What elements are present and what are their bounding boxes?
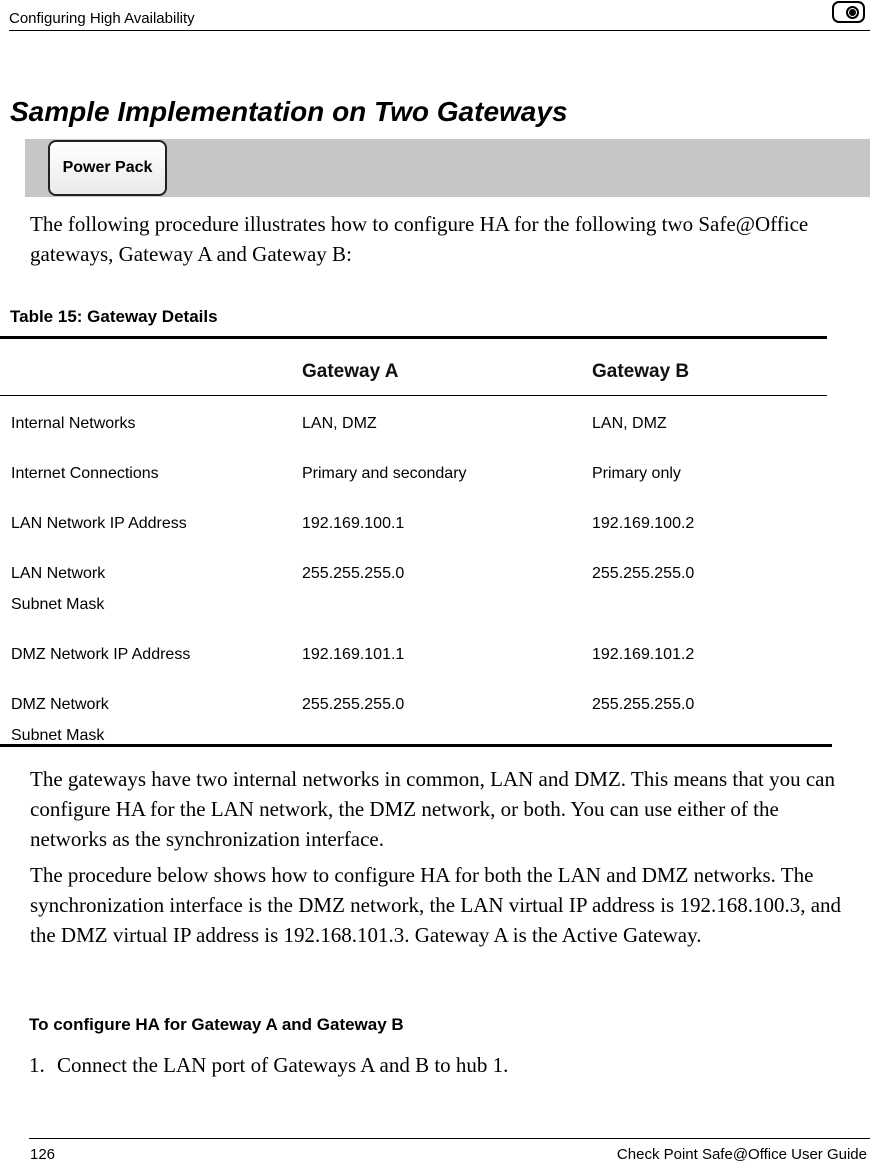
table-row-label-line2: Subnet Mask xyxy=(11,727,105,744)
table-row-label: LAN Network IP Address xyxy=(11,515,187,532)
table-row-label-line2: Subnet Mask xyxy=(11,596,105,613)
procedure-step xyxy=(29,1050,508,1080)
table-cell-gateway-b: 255.255.255.0 xyxy=(592,565,695,582)
table-bottom-rule xyxy=(0,744,832,747)
page-number: 126 xyxy=(30,1146,56,1163)
intro-paragraph: The following procedure illustrates how to configure HA for the following two Safe@Office gateways, Gateway A and Gateway B: xyxy=(30,212,809,266)
header-divider xyxy=(9,30,870,31)
table-cell-gateway-b: 255.255.255.0 xyxy=(592,696,695,713)
table-row-label: Internal Networks xyxy=(11,415,136,432)
footer-divider xyxy=(29,1138,870,1139)
column-header-gateway-a: Gateway A xyxy=(302,361,399,382)
body-paragraph: The procedure below shows how to configure HA for both the LAN and DMZ networks. The synchronization interface is the DMZ network, the LAN virtual IP address is 192.168.100.3, and the DMZ virtual IP address is 192.168.101.3. Gateway A is the Active Gateway. xyxy=(30,863,842,947)
body-paragraph: The gateways have two internal networks in common, LAN and DMZ. This means that you can configure HA for the LAN network, the DMZ network, or both. You can use either of the networks as the synchronization interface. xyxy=(30,767,836,851)
table-row-label: Internet Connections xyxy=(11,465,159,482)
table-cell-gateway-a: 192.169.100.1 xyxy=(302,515,405,532)
table-cell-gateway-b: 192.169.101.2 xyxy=(592,646,695,663)
table-row-label: DMZ Network xyxy=(11,696,109,713)
table-cell-gateway-a: 192.169.101.1 xyxy=(302,646,405,663)
table-cell-gateway-a: 255.255.255.0 xyxy=(302,696,405,713)
table-cell-gateway-a: LAN, DMZ xyxy=(302,415,377,432)
step-number: 1. xyxy=(29,1053,45,1077)
table-header-rule xyxy=(0,395,827,396)
step-text: Connect the LAN port of Gateways A and B to hub 1. xyxy=(57,1053,509,1077)
table-cell-gateway-a: Primary and secondary xyxy=(302,465,467,482)
procedure-title: To configure HA for Gateway A and Gateway B xyxy=(29,1015,404,1034)
table-top-rule xyxy=(0,336,827,339)
table-cell-gateway-b: LAN, DMZ xyxy=(592,415,667,432)
table-caption: Table 15: Gateway Details xyxy=(10,307,218,326)
table-row-label: DMZ Network IP Address xyxy=(11,646,191,663)
power-pack-badge: Power Pack xyxy=(48,140,167,196)
table-cell-gateway-b: 192.169.100.2 xyxy=(592,515,695,532)
footer-guide-title: Check Point Safe@Office User Guide xyxy=(616,1146,867,1163)
section-heading: Sample Implementation on Two Gateways xyxy=(10,96,568,127)
check-point-logo-icon xyxy=(832,1,865,23)
table-cell-gateway-a: 255.255.255.0 xyxy=(302,565,405,582)
table-cell-gateway-b: Primary only xyxy=(592,465,681,482)
running-header-title: Configuring High Availability xyxy=(9,10,195,27)
column-header-gateway-b: Gateway B xyxy=(592,361,690,382)
table-row-label: LAN Network xyxy=(11,565,106,582)
